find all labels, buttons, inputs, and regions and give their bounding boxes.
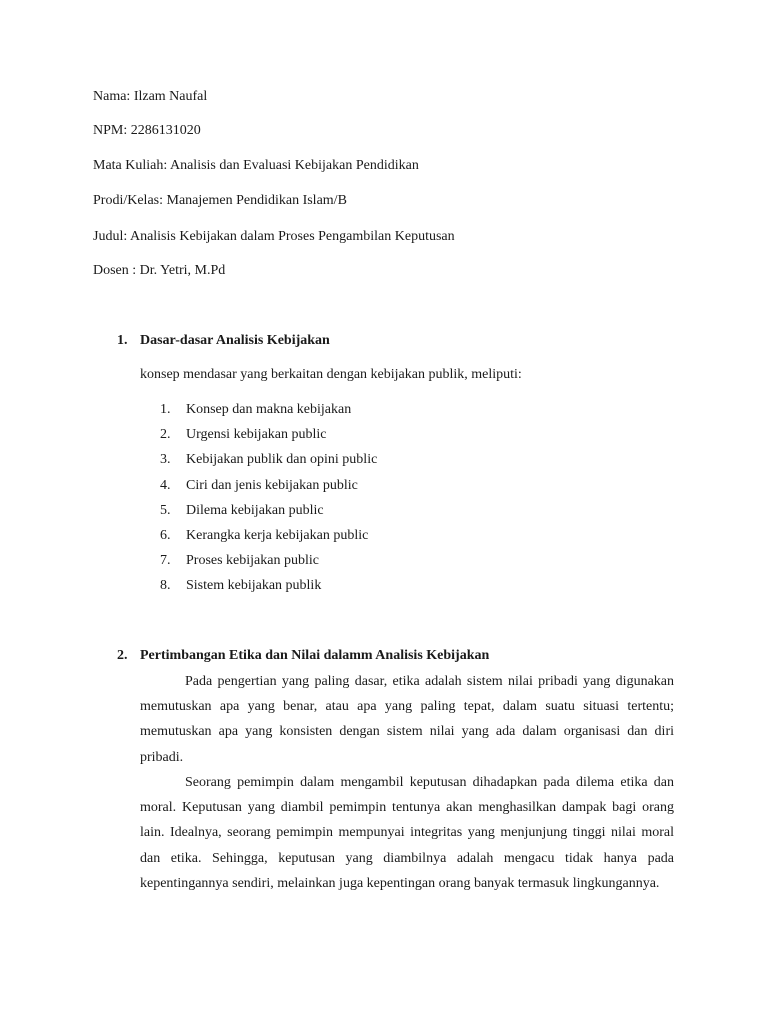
list-item-number: 3. [160,452,171,468]
list-item [160,426,377,451]
course-name: Mata Kuliah: Analisis dan Evaluasi Kebijakan Pendidikan [93,158,419,173]
list-item-number: 5. [160,502,171,518]
document-title: Judul: Analisis Kebijakan dalam Proses Pengambilan Keputusan [93,229,455,244]
section-1-heading [117,332,330,350]
list-item-number: 7. [160,553,171,569]
list-item-text: Urgensi kebijakan public [186,427,327,443]
student-npm: NPM: 2286131020 [93,123,201,138]
list-item-text: Konsep dan makna kebijakan [186,402,352,417]
section-2-title: Pertimbangan Etika dan Nilai dalamm Analisis Kebijakan [140,648,490,663]
section-2-paragraph-2 [140,770,674,896]
list-item-number: 8. [160,578,171,594]
section-2-number: 2. [117,648,128,663]
section-1-number: 1. [117,333,128,348]
list-item-text: Kerangka kerja kebijakan public [186,527,369,543]
paragraph-text: Pada pengertian yang paling dasar, etika adalah sistem nilai pribadi yang digunakan memutuskan apa yang benar, atau apa yang paling tepat, dalam suatu situasi tertentu; memutuskan apa yang konsisten dengan sistem nilai yang ada dalam organisasi dan diri pribadi. [140,674,674,765]
list-item-number: 2. [160,427,171,443]
lecturer-name: Dosen : Dr. Yetri, M.Pd [93,263,226,278]
list-item-text: Proses kebijakan public [186,553,319,569]
list-item [160,527,377,552]
list-item-text: Kebijakan publik dan opini public [186,452,378,468]
section-1-title: Dasar-dasar Analisis Kebijakan [140,333,330,348]
list-item-text: Sistem kebijakan publik [186,578,322,594]
list-item-text: Dilema kebijakan public [186,502,324,518]
concept-list [160,401,377,603]
list-item-number: 4. [160,477,171,493]
list-item [160,451,377,476]
list-item [160,477,377,502]
list-item-number: 6. [160,527,171,543]
list-item [160,401,377,426]
section-1-intro: konsep mendasar yang berkaitan dengan kebijakan publik, meliputi: [140,367,522,382]
study-program: Prodi/Kelas: Manajemen Pendidikan Islam/B [93,193,347,208]
section-2-paragraph-1 [140,669,674,770]
list-item [160,502,377,527]
list-item-number: 1. [160,402,171,417]
section-2-heading [117,647,489,665]
list-item [160,577,377,602]
student-name: Nama: Ilzam Naufal [93,89,208,104]
paragraph-text: Seorang pemimpin dalam mengambil keputusan dihadapkan pada dilema etika dan moral. Keputusan yang diambil pemimpin tentunya akan menghasilkan dampak bagi orang lain. Idealnya, seorang pemimpin mempunyai integritas yang menjunjung tinggi nilai moral dan etika. Sehingga, keputusan yang diambilnya adalah mengacu tidak hanya pada kepentingannya sendiri, melainkan juga kepentingan orang banyak termasuk lingkungannya. [140,775,674,891]
list-item-text: Ciri dan jenis kebijakan public [186,477,358,493]
list-item [160,552,377,577]
